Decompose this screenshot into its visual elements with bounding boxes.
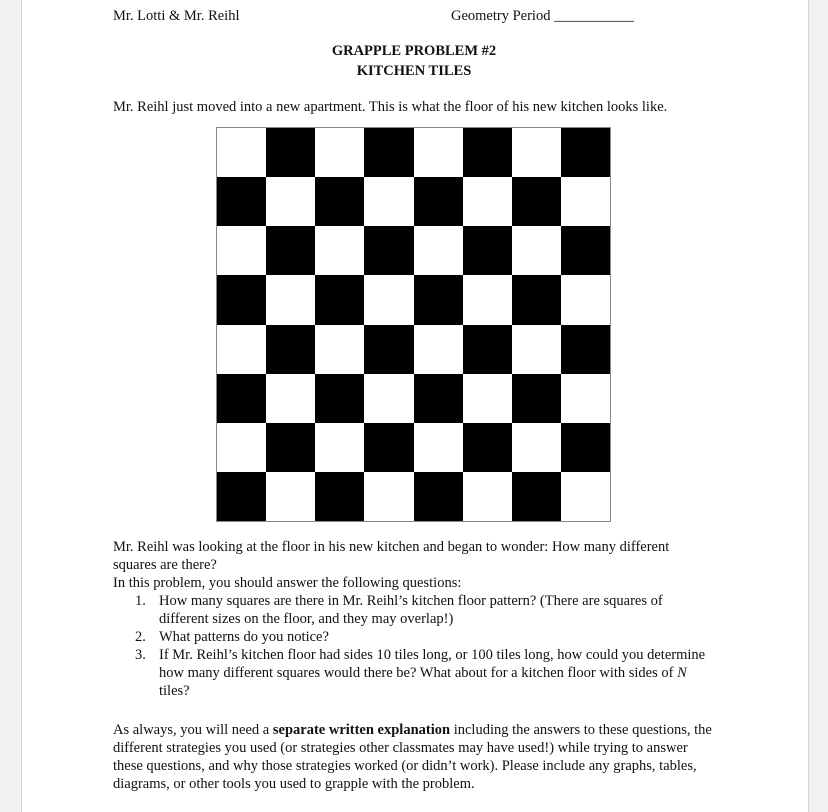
problem-title: GRAPPLE PROBLEM #2 <box>331 43 497 59</box>
question-list <box>113 592 713 700</box>
tile-white <box>561 275 610 324</box>
tile-white <box>266 275 315 324</box>
tile-white <box>266 177 315 226</box>
question-text-part: tiles? <box>159 683 190 699</box>
tile-black <box>463 128 512 177</box>
tile-white <box>414 325 463 374</box>
tile-black <box>364 423 413 472</box>
tile-black <box>266 226 315 275</box>
tile-white <box>512 226 561 275</box>
period-field: Geometry Period ___________ <box>451 8 634 24</box>
question-number: 1. <box>135 593 146 609</box>
tile-black <box>561 226 610 275</box>
tile-black <box>266 128 315 177</box>
closing-text-part: including the answers to these questions, the different strategies you used (or strategies other classmates may have used!) while trying to answer these questions, and why those strategies worked (or didn’t work). Please include any graphs, tables, diagrams, or other tools you used to grapple with the problem. <box>113 722 712 792</box>
tile-black <box>364 128 413 177</box>
tile-black <box>217 177 266 226</box>
tile-white <box>266 374 315 423</box>
variable-n: N <box>677 665 687 681</box>
tile-black <box>364 226 413 275</box>
tile-white <box>414 226 463 275</box>
paragraph-wonder: Mr. Reihl was looking at the floor in his new kitchen and began to wonder: How many different squares are there? <box>113 539 670 573</box>
tile-white <box>315 226 364 275</box>
question-item <box>113 628 713 646</box>
paragraph-closing <box>113 721 713 793</box>
tile-black <box>463 226 512 275</box>
paragraph-instructions: In this problem, you should answer the following questions: <box>113 575 462 591</box>
tile-black <box>315 374 364 423</box>
tile-black <box>512 472 561 521</box>
tile-white <box>315 128 364 177</box>
tile-white <box>217 226 266 275</box>
tile-black <box>561 325 610 374</box>
tile-white <box>364 275 413 324</box>
question-text: How many squares are there in Mr. Reihl’s kitchen floor pattern? (There are squares of different sizes on the floor, and they may overlap!) <box>159 593 663 627</box>
tile-black <box>414 177 463 226</box>
question-text: What patterns do you notice? <box>159 629 329 645</box>
intro-text: Mr. Reihl just moved into a new apartment. This is what the floor of his new kitchen looks like. <box>113 99 668 115</box>
closing-text-part: As always, you will need a <box>113 722 273 738</box>
tile-black <box>266 423 315 472</box>
tile-black <box>561 128 610 177</box>
tile-white <box>315 325 364 374</box>
checkerboard-floor <box>216 127 611 522</box>
tile-white <box>364 177 413 226</box>
tile-black <box>315 177 364 226</box>
question-text <box>159 647 705 699</box>
tile-black <box>561 423 610 472</box>
tile-black <box>217 472 266 521</box>
tile-black <box>414 472 463 521</box>
question-text-part: If Mr. Reihl’s kitchen floor had sides 10 tiles long, or 100 tiles long, how could you determine how many different squares would there be? What about for a kitchen floor with sides of <box>159 647 706 681</box>
tile-white <box>364 472 413 521</box>
tile-black <box>315 275 364 324</box>
tile-black <box>463 423 512 472</box>
tile-white <box>512 128 561 177</box>
tile-white <box>561 177 610 226</box>
teacher-names: Mr. Lotti & Mr. Reihl <box>113 8 240 24</box>
question-item <box>113 646 713 700</box>
tile-black <box>512 275 561 324</box>
tile-black <box>364 325 413 374</box>
page-edge-left <box>21 0 22 812</box>
question-item <box>113 592 713 628</box>
tile-black <box>266 325 315 374</box>
tile-white <box>561 472 610 521</box>
tile-white <box>315 423 364 472</box>
tile-black <box>217 275 266 324</box>
tile-white <box>217 423 266 472</box>
tile-white <box>217 128 266 177</box>
tile-black <box>512 374 561 423</box>
tile-black <box>414 275 463 324</box>
tile-black <box>512 177 561 226</box>
tile-white <box>512 325 561 374</box>
tile-white <box>266 472 315 521</box>
question-number: 2. <box>135 629 146 645</box>
tile-black <box>315 472 364 521</box>
tile-white <box>463 177 512 226</box>
tile-white <box>512 423 561 472</box>
tile-white <box>463 374 512 423</box>
closing-emphasis: separate written explanation <box>272 722 451 738</box>
tile-black <box>414 374 463 423</box>
tile-black <box>463 325 512 374</box>
tile-white <box>463 472 512 521</box>
page-edge-right <box>808 0 809 812</box>
tile-white <box>414 423 463 472</box>
tile-white <box>217 325 266 374</box>
tile-black <box>217 374 266 423</box>
problem-subtitle: KITCHEN TILES <box>356 63 472 79</box>
tile-white <box>463 275 512 324</box>
tile-white <box>561 374 610 423</box>
tile-white <box>414 128 463 177</box>
tile-white <box>364 374 413 423</box>
question-number: 3. <box>135 647 146 663</box>
